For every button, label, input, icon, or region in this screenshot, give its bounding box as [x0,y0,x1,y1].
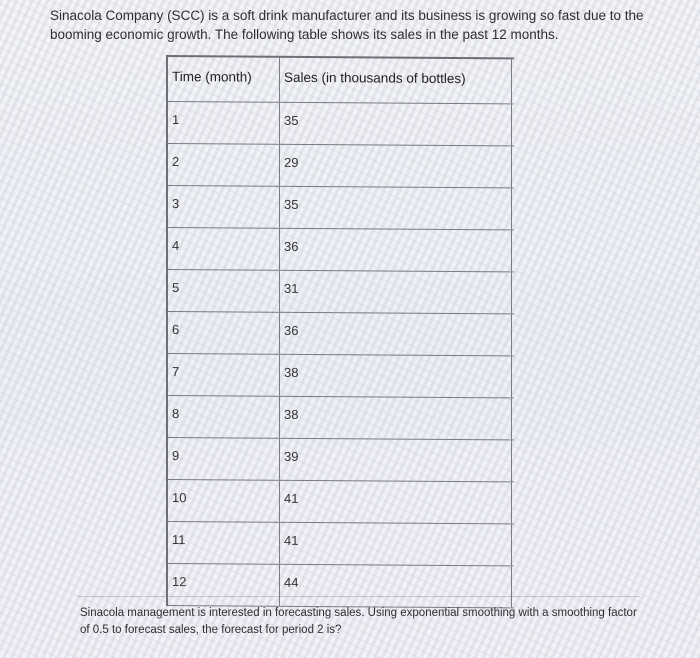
cell-time: 12 [168,564,280,606]
cell-time: 3 [168,186,280,228]
intro-paragraph: Sinacola Company (SCC) is a soft drink manufacturer and its business is growing so fast due to the booming economic growth. The following table shows its sales in the past 12 months. [50,8,644,42]
cell-time: 4 [168,228,280,270]
table-row [168,396,514,440]
cell-sales: 41 [280,523,512,566]
table-row [168,354,514,398]
cell-sales: 36 [280,313,512,356]
cell-time: 1 [168,102,280,144]
table-row [168,270,514,314]
cell-time: 11 [168,522,280,564]
cell-sales: 44 [280,565,512,608]
question-paragraph: Sinacola management is interested in forecasting sales. Using exponential smoothing with a smoothing factor of 0.5 to forecast sales, the forecast for period 2 is? [78,596,640,645]
cell-sales: 39 [280,439,512,482]
table-row [168,102,514,146]
sales-table [166,55,514,608]
table-row [168,480,514,524]
table-header-row [168,57,514,104]
cell-sales: 36 [280,229,512,272]
table-row [168,228,514,272]
cell-sales: 31 [280,271,512,314]
table-row [168,312,514,356]
cell-time: 6 [168,312,280,354]
header-sales: Sales (in thousands of bottles) [280,58,512,104]
cell-sales: 41 [280,481,512,524]
table-row [168,186,514,230]
cell-time: 8 [168,396,280,438]
cell-time: 10 [168,480,280,522]
table-row [168,522,514,566]
cell-sales: 38 [280,355,512,398]
cell-sales: 35 [280,103,512,146]
cell-sales: 35 [280,187,512,230]
table-row [168,144,514,188]
cell-sales: 38 [280,397,512,440]
header-time: Time (month) [168,57,280,102]
cell-time: 9 [168,438,280,480]
cell-time: 2 [168,144,280,186]
cell-time: 7 [168,354,280,396]
cell-sales: 29 [280,145,512,188]
cell-time: 5 [168,270,280,312]
table-row [168,438,514,482]
